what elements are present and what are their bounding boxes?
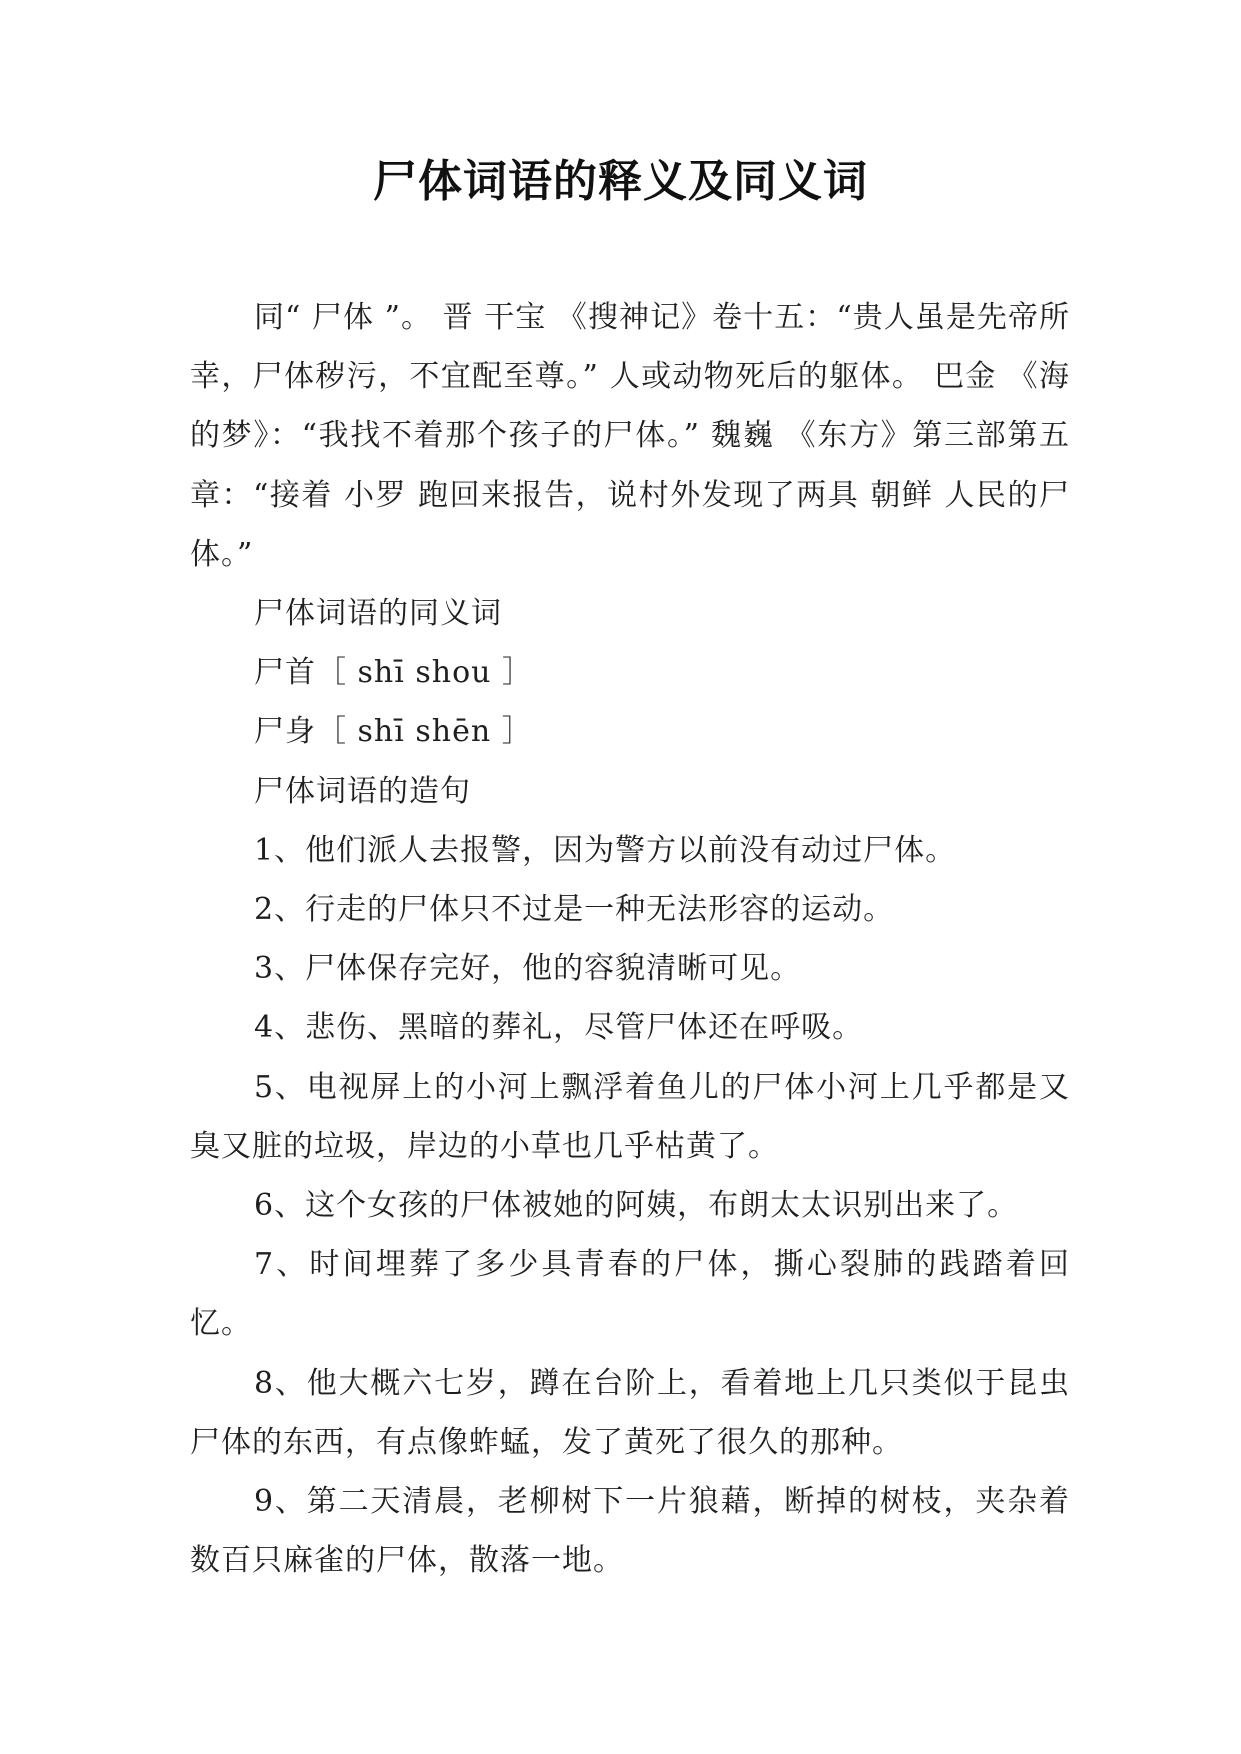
- example-sentence: 5、电视屏上的小河上飘浮着鱼儿的尸体小河上几乎都是又臭又脏的垃圾，岸边的小草也几乎枯黄了。: [190, 1069, 1070, 1164]
- example-sentence: 9、第二天清晨，老柳树下一片狼藉，断掉的树枝，夹杂着数百只麻雀的尸体，散落一地。: [190, 1484, 1070, 1579]
- document-title: 尸体词语的释义及同义词: [373, 156, 868, 207]
- example-sentence: 6、这个女孩的尸体被她的阿姨，布朗太太识别出来了。: [254, 1188, 1019, 1224]
- definition-paragraph: 同“ 尸体 ”。 晋 干宝 《搜神记》卷十五：“贵人虽是先帝所幸，尸体秽污，不宜配至尊。” 人或动物死后的躯体。 巴金 《海的梦》：“我找不着那个孩子的尸体。” 魏巍 《东方》第三部第五章：“接着 小罗 跑回来报告，说村外发现了两具 朝鲜 人民的尸体。”: [190, 300, 1070, 572]
- example-sentence: 7、时间埋葬了多少具青春的尸体，撕心裂肺的践踏着回忆。: [190, 1247, 1070, 1342]
- example-sentence: 3、尸体保存完好，他的容貌清晰可见。: [254, 951, 802, 987]
- example-sentence: 1、他们派人去报警，因为警方以前没有动过尸体。: [254, 832, 957, 868]
- synonyms-heading: 尸体词语的同义词: [254, 596, 502, 632]
- synonym-item: 尸首［ shī shou ］: [254, 655, 534, 691]
- example-sentence: 2、行走的尸体只不过是一种无法形容的运动。: [254, 892, 895, 928]
- example-sentence: 4、悲伤、黑暗的葬礼，尽管尸体还在呼吸。: [254, 1010, 864, 1046]
- sentences-heading: 尸体词语的造句: [254, 773, 471, 809]
- document-body: [190, 288, 1070, 1590]
- synonym-item: 尸身［ shī shēn ］: [254, 714, 533, 750]
- example-sentence: 8、他大概六七岁，蹲在台阶上，看着地上几只类似于昆虫尸体的东西，有点像蚱蜢，发了黄死了很久的那种。: [190, 1365, 1070, 1460]
